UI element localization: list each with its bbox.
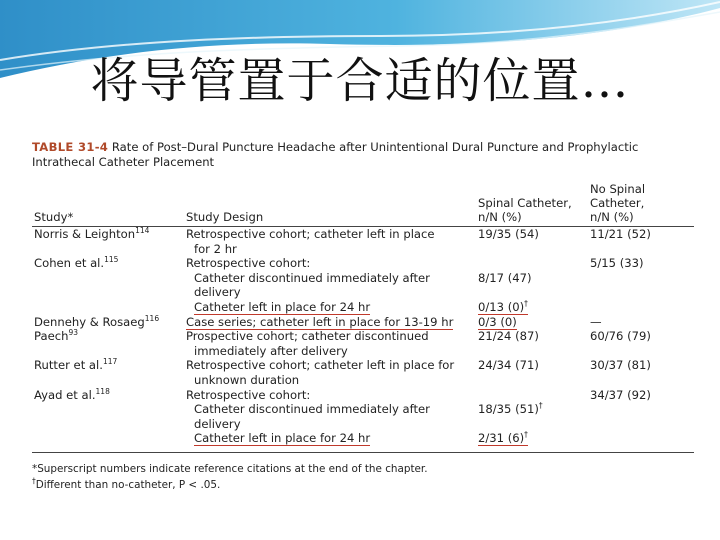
table-row bbox=[32, 329, 694, 344]
design-cell: Prospective cohort; catheter discontinued bbox=[186, 329, 429, 344]
table-header-row bbox=[32, 182, 694, 227]
spinal-cell: 2/31 (6)† bbox=[478, 430, 528, 446]
header-nospinal-unit: n/N (%) bbox=[590, 210, 634, 224]
spinal-cell: 0/3 (0) bbox=[478, 314, 517, 329]
header-spinal-unit: n/N (%) bbox=[478, 210, 522, 224]
table-row bbox=[32, 358, 694, 373]
table-subrow bbox=[32, 402, 694, 431]
header-spinal-label: Spinal Catheter, bbox=[478, 196, 572, 210]
table-row-continuation bbox=[32, 344, 694, 359]
design-subcell: Catheter discontinued immediately after delivery bbox=[194, 402, 430, 431]
table-row bbox=[32, 256, 694, 271]
spinal-cell: 24/34 (71) bbox=[478, 358, 539, 373]
table-figure bbox=[32, 140, 694, 493]
header-spinal bbox=[476, 182, 588, 227]
table-row bbox=[32, 388, 694, 403]
table-caption bbox=[32, 140, 694, 170]
spinal-cell: 8/17 (47) bbox=[478, 270, 532, 285]
design-subcell: Catheter left in place for 24 hr bbox=[194, 431, 371, 446]
table-subrow-highlighted bbox=[32, 431, 694, 446]
design-cell-cont: immediately after delivery bbox=[194, 343, 348, 358]
spinal-cell: 21/24 (87) bbox=[478, 329, 539, 344]
study-cell: Rutter et al.$^{117}$ bbox=[34, 357, 118, 373]
table-subrow-highlighted bbox=[32, 300, 694, 315]
phdh-table bbox=[32, 182, 694, 453]
nospinal-cell: 11/21 (52) bbox=[590, 227, 651, 241]
study-cell: Cohen et al.$^{115}$ bbox=[34, 255, 119, 271]
study-cell: Ayad et al.$^{118}$ bbox=[34, 386, 110, 402]
study-cell: Paech$^{93}$ bbox=[34, 328, 78, 344]
table-row bbox=[32, 227, 694, 242]
header-design: Study Design bbox=[184, 182, 476, 227]
design-cell-cont: unknown duration bbox=[194, 372, 300, 387]
table-row-continuation bbox=[32, 373, 694, 388]
table-row bbox=[32, 315, 694, 330]
table-row-continuation bbox=[32, 242, 694, 257]
design-cell: Retrospective cohort; catheter left in place bbox=[186, 227, 435, 241]
spinal-cell: 0/13 (0)† bbox=[478, 299, 528, 314]
design-cell: Retrospective cohort: bbox=[186, 387, 311, 402]
study-cell: Dennehy & Rosaeg$^{116}$ bbox=[34, 313, 160, 329]
study-cell: Norris & Leighton$^{114}$ bbox=[34, 226, 150, 241]
nospinal-cell: 5/15 (33) bbox=[590, 256, 644, 271]
header-nospinal-label: No Spinal Catheter, bbox=[590, 182, 646, 210]
table-subrow bbox=[32, 271, 694, 300]
design-cell: Retrospective cohort; catheter left in place for bbox=[186, 358, 455, 373]
design-subcell: Catheter discontinued immediately after delivery bbox=[194, 270, 430, 300]
design-cell: Retrospective cohort: bbox=[186, 256, 311, 271]
table-caption-text: Rate of Post–Dural Puncture Headache after Unintentional Dural Puncture and Prophylactic Intrathecal Catheter Placement bbox=[32, 140, 639, 169]
table-label: TABLE 31-4 bbox=[32, 140, 109, 154]
slide-title: 将导管置于合适的位置… bbox=[90, 53, 630, 109]
header-study: Study* bbox=[32, 182, 184, 227]
spinal-cell: 18/35 (51)† bbox=[478, 401, 543, 417]
footnote: *Superscript numbers indicate reference citations at the end of the chapter. bbox=[32, 462, 428, 475]
design-cell: Case series; catheter left in place for 13-19 hr bbox=[186, 314, 454, 329]
nospinal-cell: 30/37 (81) bbox=[590, 358, 651, 373]
nospinal-cell: — bbox=[590, 314, 602, 329]
spinal-cell: 19/35 (54) bbox=[478, 227, 539, 241]
design-subcell: Catheter left in place for 24 hr bbox=[194, 299, 371, 314]
design-cell-cont: for 2 hr bbox=[194, 241, 237, 256]
table-footnotes bbox=[32, 461, 694, 493]
footnote: †Different than no-catheter, P < .05. bbox=[32, 476, 221, 491]
table-bottom-rule bbox=[32, 446, 694, 453]
nospinal-cell: 60/76 (79) bbox=[590, 329, 651, 344]
header-nospinal bbox=[588, 182, 694, 227]
nospinal-cell: 34/37 (92) bbox=[590, 387, 651, 402]
